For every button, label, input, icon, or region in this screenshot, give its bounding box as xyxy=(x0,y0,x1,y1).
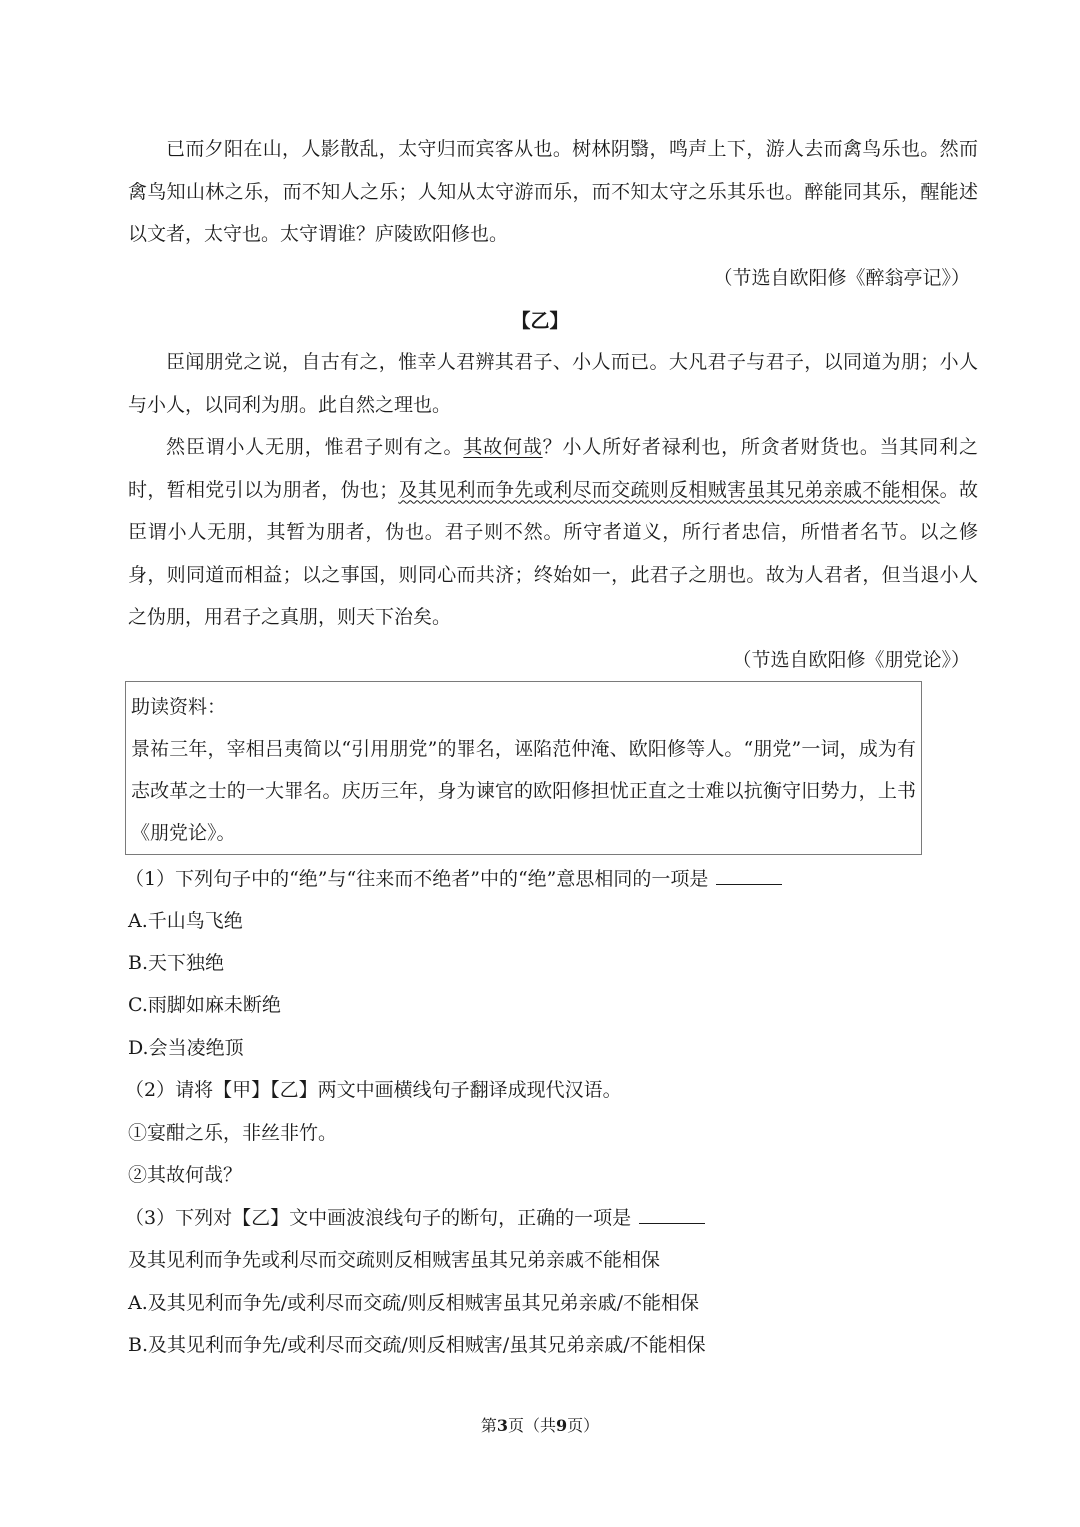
wavy-underlined-sentence: 及其见利而争先或利尽而交疏则反相贼害虽其兄弟亲戚不能相保 xyxy=(398,478,940,501)
reading-aid-title: 助读资料： xyxy=(131,696,227,718)
passage-yi-source: （节选自欧阳修《朋党论》） xyxy=(732,649,970,671)
q1-option-d: D.会当凌绝顶 xyxy=(128,1037,244,1059)
answer-blank-q1[interactable] xyxy=(716,866,782,885)
question-3-stem: （3）下列对【乙】文中画波浪线句子的断句，正确的一项是 xyxy=(125,1203,705,1233)
passage-jia-source: （节选自欧阳修《醉翁亭记》） xyxy=(713,267,970,289)
passage-yi-heading: 【乙】 xyxy=(511,310,569,332)
q3-option-a: A.及其见利而争先/或利尽而交疏/则反相贼害虽其兄弟亲戚/不能相保 xyxy=(128,1292,699,1314)
q3-sentence: 及其见利而争先或利尽而交疏则反相贼害虽其兄弟亲戚不能相保 xyxy=(128,1249,661,1271)
q1-option-b: B.天下独绝 xyxy=(128,952,225,974)
paragraph-2-text-3: 。故臣谓小人无朋，其暂为朋者，伪也。君子则不然。所守者道义，所行者忠信，所惜者名节。以之修身，则同道而相益；以之事国，则同心而共济；终始如一，此君子之朋也。故为人君者，但当退小人之伪朋，用君子之真朋，则天下治矣。 xyxy=(128,478,978,628)
passage-yi-paragraph-1: 臣闻朋党之说，自古有之，惟幸人君辨其君子、小人而已。大凡君子与君子，以同道为朋；小人与小人，以同利为朋。此自然之理也。 xyxy=(128,351,978,416)
question-1-stem: （1）下列句子中的“绝”与“往来而不绝者”中的“绝”意思相同的一项是 xyxy=(125,864,782,894)
paragraph-2-text-1: 然臣谓小人无朋，惟君子则有之。 xyxy=(166,436,464,458)
underlined-sentence: 其故何哉 xyxy=(463,436,543,458)
paragraph-2-text-2: ？小人所好者禄利也，所贪者财货也。当其同利之时，暂相党引以为朋者，伪也； xyxy=(128,436,978,501)
q3-option-b: B.及其见利而争先/或利尽而交疏/则反相贼害/虽其兄弟亲戚/不能相保 xyxy=(128,1334,706,1356)
reading-aid-text: 景祐三年，宰相吕夷简以“引用朋党”的罪名，诬陷范仲淹、欧阳修等人。“朋党”一词，成为有志改革之士的一大罪名。庆历三年，身为谏官的欧阳修担忧正直之士难以抗衡守旧势力，上书《朋党论》。 xyxy=(131,738,916,844)
total-pages-number: 9 xyxy=(556,1416,568,1435)
q1-option-a: A.千山鸟飞绝 xyxy=(128,910,243,932)
reading-aid-box xyxy=(125,681,922,855)
q2-item-1: ①宴酣之乐，非丝非竹。 xyxy=(128,1122,338,1144)
page-footer: 第3页（共9页） xyxy=(480,1416,600,1435)
q2-item-2: ②其故何哉？ xyxy=(128,1164,243,1186)
answer-blank-q3[interactable] xyxy=(639,1205,705,1224)
current-page-number: 3 xyxy=(496,1416,508,1435)
question-2-stem: （2）请将【甲】【乙】两文中画横线句子翻译成现代汉语。 xyxy=(125,1079,622,1101)
q1-option-c: C.雨脚如麻未断绝 xyxy=(128,994,281,1016)
passage-yi-paragraph-2 xyxy=(128,426,978,639)
passage-jia-paragraph: 已而夕阳在山，人影散乱，太守归而宾客从也。树林阴翳，鸣声上下，游人去而禽鸟乐也。然而禽鸟知山林之乐，而不知人之乐；人知从太守游而乐，而不知太守之乐其乐也。醉能同其乐，醒能述以文者，太守也。太守谓谁？庐陵欧阳修也。 xyxy=(128,138,978,245)
